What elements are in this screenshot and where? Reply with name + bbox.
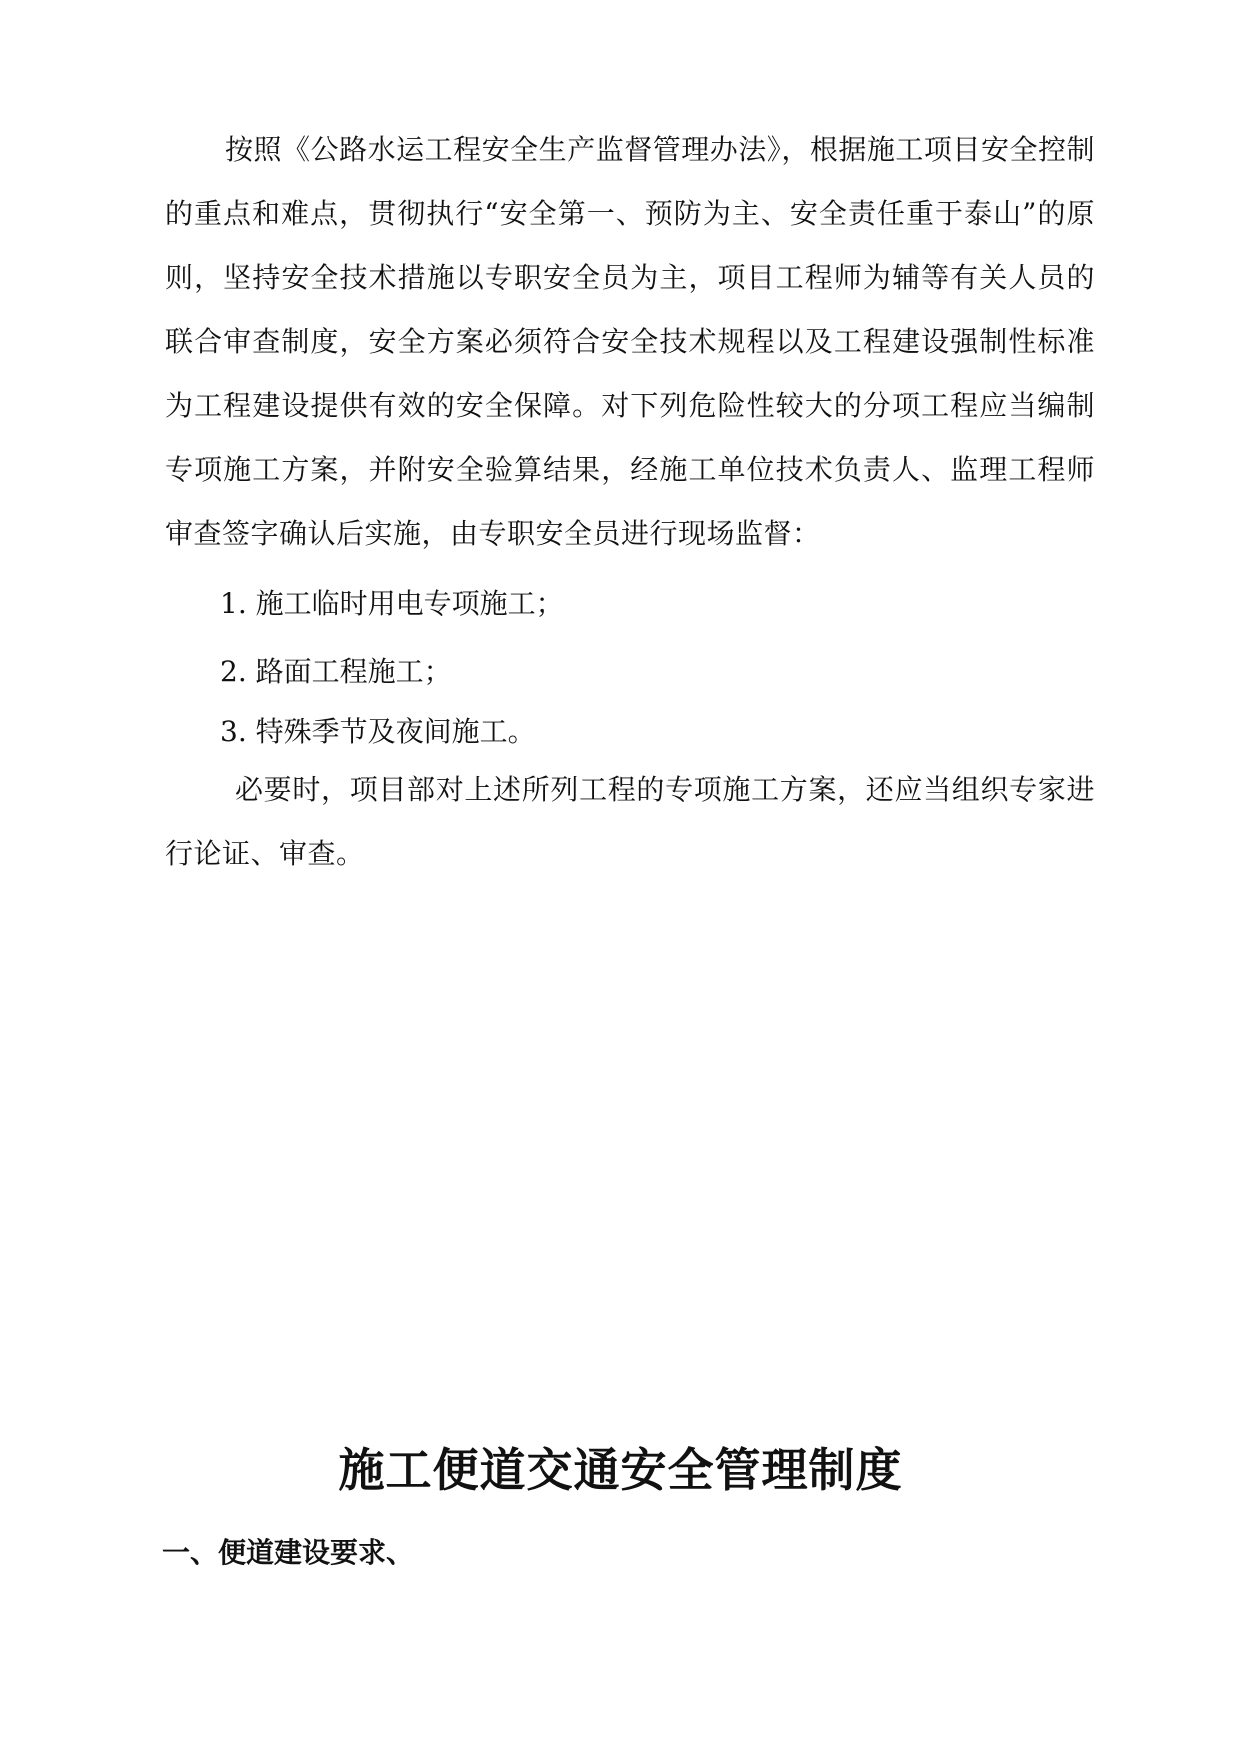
note-paragraph: 必要时，项目部对上述所列工程的专项施工方案，还应当组织专家进行论证、审查。 bbox=[165, 773, 1095, 870]
section-heading: 一、便道建设要求、 bbox=[162, 1536, 415, 1569]
list-item-3: 3. 特殊季节及夜间施工。 bbox=[220, 715, 536, 748]
list-item-2: 2. 路面工程施工； bbox=[220, 655, 452, 688]
document-title: 施工便道交通安全管理制度 bbox=[338, 1443, 903, 1497]
note-paragraph-block bbox=[165, 758, 1095, 886]
list-item-1: 1. 施工临时用电专项施工； bbox=[220, 587, 564, 620]
intro-paragraph-block bbox=[165, 118, 1095, 566]
intro-paragraph: 按照《公路水运工程安全生产监督管理办法》，根据施工项目安全控制的重点和难点，贯彻执行“安全第一、预防为主、安全责任重于泰山”的原则，坚持安全技术措施以专职安全员为主，项目工程师为辅等有关人员的联合审查制度，安全方案必须符合安全技术规程以及工程建设强制性标准为工程建设提供有效的安全保障。对下列危险性较大的分项工程应当编制专项施工方案，并附安全验算结果，经施工单位技术负责人、监理工程师审查签字确认后实施，由专职安全员进行现场监督： bbox=[165, 133, 1095, 550]
